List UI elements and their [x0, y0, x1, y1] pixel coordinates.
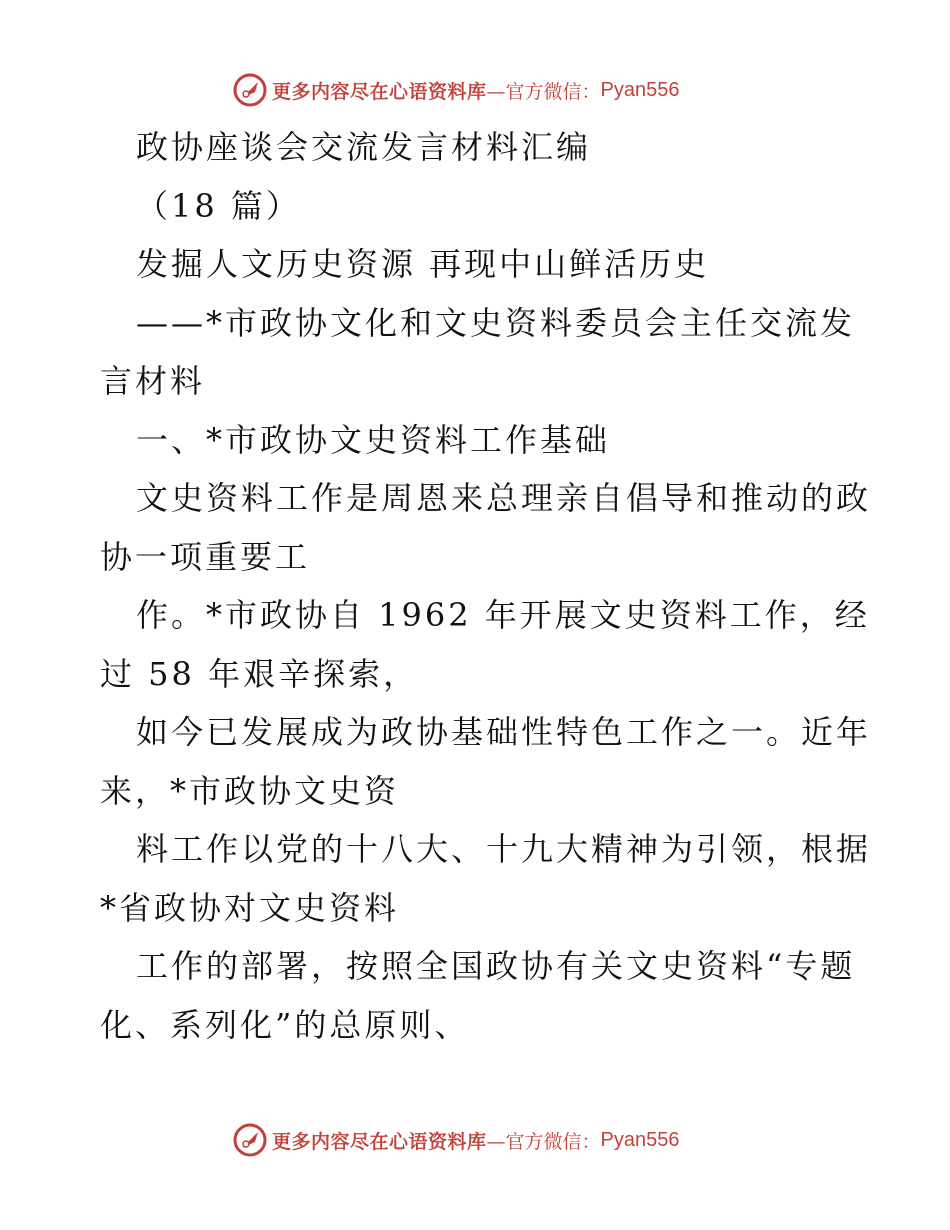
- doc-paragraph-line: 工作的部署，按照全国政协有关文史资料“专题: [136, 947, 856, 985]
- doc-subheading: ——*市政协文化和文史资料委员会主任交流发: [136, 303, 856, 342]
- doc-paragraph-line: 如今已发展成为政协基础性特色工作之一。近年: [136, 713, 872, 751]
- watermark-text: 更多内容尽在心语资料库: [272, 1130, 487, 1153]
- doc-title: 政协座谈会交流发言材料汇编: [136, 128, 592, 166]
- doc-paragraph-line: *省政协对文史资料: [100, 888, 400, 927]
- doc-paragraph-line: 过 58 年艰辛探索，: [100, 654, 419, 693]
- doc-paragraph-line: 来，*市政协文史资: [100, 771, 400, 810]
- quill-logo-icon: [232, 72, 268, 108]
- header-watermark: [232, 70, 680, 110]
- watermark-contact-label: —官方微信：: [486, 1130, 601, 1153]
- doc-count: （18 篇）: [136, 186, 301, 225]
- watermark-id: Pyan556: [600, 1128, 680, 1151]
- document-body: [100, 118, 872, 1054]
- watermark-contact-label: —官方微信：: [486, 80, 601, 103]
- watermark-text: 更多内容尽在心语资料库: [272, 80, 487, 103]
- quill-logo-icon: [232, 1122, 268, 1158]
- watermark-id: Pyan556: [600, 78, 680, 101]
- doc-paragraph-line: 协一项重要工: [100, 537, 311, 576]
- doc-subheading-cont: 言材料: [100, 362, 206, 400]
- doc-section-heading: 一、*市政协文史资料工作基础: [136, 420, 611, 459]
- doc-paragraph-line: 料工作以党的十八大、十九大精神为引领，根据: [136, 830, 872, 868]
- doc-heading: 发掘人文历史资源 再现中山鲜活历史: [136, 245, 710, 283]
- doc-paragraph-line: 文史资料工作是周恩来总理亲自倡导和推动的政: [136, 479, 872, 517]
- footer-watermark: [232, 1120, 680, 1160]
- doc-paragraph-line: 作。*市政协自 1962 年开展文史资料工作，经: [136, 596, 870, 634]
- doc-paragraph-line: 化、系列化”的总原则、: [100, 1005, 470, 1044]
